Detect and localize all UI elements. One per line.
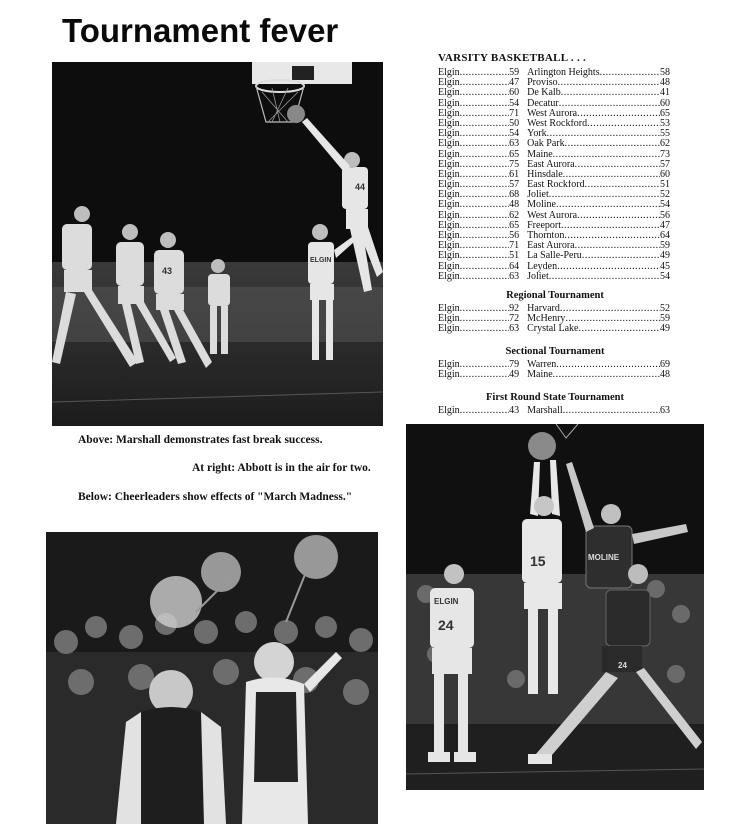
home-score: 92 xyxy=(509,304,520,314)
leader-dots xyxy=(577,211,660,221)
opponent-team: McHenry xyxy=(527,314,566,325)
home-team: Elgin xyxy=(438,271,460,282)
opponent-team: East Aurora xyxy=(527,241,575,252)
result-row xyxy=(438,241,670,251)
opponent-team: Harvard xyxy=(527,304,560,314)
opponent-team: Warren xyxy=(527,360,557,370)
leader-dots xyxy=(460,304,509,314)
leader-dots xyxy=(559,99,660,109)
opponent-score: 63 xyxy=(660,406,670,416)
photo-cheerleaders-illustration xyxy=(46,532,378,824)
opponent-score: 73 xyxy=(660,149,670,160)
leader-dots xyxy=(460,180,509,190)
photo-fast-break-illustration xyxy=(52,62,383,426)
state-heading: First Round State Tournament xyxy=(486,392,624,403)
opponent-team: Moline xyxy=(527,200,556,211)
leader-dots xyxy=(564,231,660,241)
home-score: 71 xyxy=(509,108,520,119)
leader-dots xyxy=(556,360,660,370)
home-team: Elgin xyxy=(438,231,460,241)
leader-dots xyxy=(561,88,660,98)
photo-cheerleaders xyxy=(46,532,378,824)
leader-dots xyxy=(460,78,509,88)
leader-dots xyxy=(577,109,660,119)
opponent-team: Oak Park xyxy=(527,139,565,150)
sectional-results xyxy=(438,360,670,380)
leader-dots xyxy=(460,221,509,231)
leader-dots xyxy=(460,211,509,221)
opponent-team: Joliet xyxy=(527,190,549,201)
opponent-score: 54 xyxy=(660,271,670,282)
home-team: Elgin xyxy=(438,159,460,170)
jersey-number: 43 xyxy=(162,266,173,276)
home-score: 63 xyxy=(509,324,520,335)
leader-dots xyxy=(460,170,509,180)
home-team: Elgin xyxy=(438,261,460,272)
result-row xyxy=(438,324,670,334)
leader-dots xyxy=(549,190,660,200)
opponent-score: 58 xyxy=(660,68,670,78)
leader-dots xyxy=(547,129,660,139)
home-team: Elgin xyxy=(438,324,460,335)
leader-dots xyxy=(460,272,509,282)
leader-dots xyxy=(553,150,660,160)
leader-dots xyxy=(460,150,509,160)
opponent-score: 65 xyxy=(660,108,670,119)
leader-dots xyxy=(460,406,509,416)
result-row xyxy=(438,406,670,416)
leader-dots xyxy=(460,88,509,98)
opponent-score: 57 xyxy=(660,159,670,170)
home-team: Elgin xyxy=(438,88,460,99)
opponent-team: Maine xyxy=(527,149,553,160)
opponent-score: 49 xyxy=(660,251,670,262)
leader-dots xyxy=(575,160,660,170)
opponent-team: York xyxy=(527,129,547,140)
state-results xyxy=(438,406,670,416)
result-row xyxy=(438,139,670,149)
opponent-score: 53 xyxy=(660,118,670,129)
leader-dots xyxy=(460,68,509,78)
home-team: Elgin xyxy=(438,251,460,262)
home-team: Elgin xyxy=(438,139,460,150)
opponent-team: Hinsdale xyxy=(527,169,563,180)
leader-dots xyxy=(585,180,660,190)
jersey-number: 15 xyxy=(530,553,546,569)
leader-dots xyxy=(565,139,660,149)
result-row xyxy=(438,150,670,160)
home-score: 63 xyxy=(509,139,520,150)
home-team: Elgin xyxy=(438,304,460,314)
leader-dots xyxy=(587,119,660,129)
home-score: 63 xyxy=(509,271,520,282)
caption-above: Above: Marshall demonstrates fast break success. xyxy=(78,434,323,446)
home-team: Elgin xyxy=(438,98,460,109)
opponent-team: La Salle-Peru xyxy=(527,251,582,262)
home-score: 72 xyxy=(509,314,520,325)
opponent-team: Joliet xyxy=(527,271,549,282)
opponent-team: Thornton xyxy=(527,231,565,241)
home-team: Elgin xyxy=(438,149,460,160)
result-row xyxy=(438,251,670,261)
home-score: 54 xyxy=(509,129,520,140)
home-score: 47 xyxy=(509,78,520,89)
result-row xyxy=(438,99,670,109)
opponent-score: 51 xyxy=(660,180,670,191)
leader-dots xyxy=(460,129,509,139)
opponent-team: Leyden xyxy=(527,261,558,272)
regional-heading: Regional Tournament xyxy=(506,290,604,301)
photo-abbott-shot xyxy=(406,424,704,790)
home-score: 54 xyxy=(509,98,520,109)
result-row xyxy=(438,170,670,180)
result-row xyxy=(438,88,670,98)
home-score: 56 xyxy=(509,231,520,241)
leader-dots xyxy=(578,324,660,334)
opponent-team: Crystal Lake xyxy=(527,324,579,335)
leader-dots xyxy=(460,109,509,119)
leader-dots xyxy=(460,370,509,380)
regional-results xyxy=(438,304,670,335)
opponent-score: 55 xyxy=(660,129,670,140)
opponent-score: 64 xyxy=(660,231,670,241)
home-team: Elgin xyxy=(438,406,460,416)
home-team: Elgin xyxy=(438,370,460,381)
result-row xyxy=(438,109,670,119)
opponent-score: 41 xyxy=(660,88,670,99)
leader-dots xyxy=(565,314,660,324)
leader-dots xyxy=(460,314,509,324)
home-score: 59 xyxy=(509,68,520,78)
sectional-heading: Sectional Tournament xyxy=(505,346,605,357)
home-score: 65 xyxy=(509,220,520,231)
leader-dots xyxy=(563,170,660,180)
home-team: Elgin xyxy=(438,210,460,221)
home-team: Elgin xyxy=(438,108,460,119)
opponent-score: 52 xyxy=(660,304,670,314)
leader-dots xyxy=(460,99,509,109)
result-row xyxy=(438,200,670,210)
result-row xyxy=(438,211,670,221)
photo-abbott-shot-illustration xyxy=(406,424,704,790)
jersey-number: 24 xyxy=(618,661,627,670)
opponent-score: 62 xyxy=(660,139,670,150)
varsity-heading: VARSITY BASKETBALL . . . xyxy=(438,52,587,64)
result-row xyxy=(438,360,670,370)
home-score: 64 xyxy=(509,261,520,272)
home-score: 79 xyxy=(509,360,520,370)
caption-right: At right: Abbott is in the air for two. xyxy=(192,462,371,474)
home-score: 49 xyxy=(509,370,520,381)
result-row xyxy=(438,272,670,282)
leader-dots xyxy=(460,139,509,149)
jersey-number: 24 xyxy=(438,617,454,633)
home-score: 71 xyxy=(509,241,520,252)
home-score: 50 xyxy=(509,118,520,129)
leader-dots xyxy=(460,200,509,210)
home-score: 48 xyxy=(509,200,520,211)
opponent-team: East Rockford xyxy=(527,180,585,191)
home-score: 68 xyxy=(509,190,520,201)
home-score: 60 xyxy=(509,88,520,99)
result-row xyxy=(438,68,670,78)
result-row xyxy=(438,119,670,129)
result-row xyxy=(438,304,670,314)
leader-dots xyxy=(553,370,660,380)
opponent-team: Arlington Heights xyxy=(527,68,600,78)
result-row xyxy=(438,129,670,139)
home-team: Elgin xyxy=(438,360,460,370)
leader-dots xyxy=(460,360,509,370)
opponent-team: De Kalb xyxy=(527,88,561,99)
result-row xyxy=(438,78,670,88)
result-row xyxy=(438,370,670,380)
home-team: Elgin xyxy=(438,200,460,211)
home-score: 43 xyxy=(509,406,520,416)
opponent-team: East Aurora xyxy=(527,159,575,170)
opponent-team: West Aurora xyxy=(527,210,578,221)
home-score: 61 xyxy=(509,169,520,180)
caption-below: Below: Cheerleaders show effects of "March Madness." xyxy=(78,491,353,503)
home-score: 57 xyxy=(509,180,520,191)
leader-dots xyxy=(561,221,660,231)
leader-dots xyxy=(460,324,509,334)
home-team: Elgin xyxy=(438,220,460,231)
opponent-score: 52 xyxy=(660,190,670,201)
jersey-text: ELGIN xyxy=(434,597,459,606)
varsity-results xyxy=(438,68,670,282)
opponent-score: 48 xyxy=(660,370,670,381)
opponent-team: West Aurora xyxy=(527,108,578,119)
result-row xyxy=(438,160,670,170)
page-title: Tournament fever xyxy=(62,12,339,49)
opponent-team: Freeport xyxy=(527,220,561,231)
opponent-score: 45 xyxy=(660,261,670,272)
opponent-score: 59 xyxy=(660,314,670,325)
leader-dots xyxy=(460,241,509,251)
leader-dots xyxy=(460,251,509,261)
leader-dots xyxy=(460,119,509,129)
home-team: Elgin xyxy=(438,180,460,191)
jersey-text: ELGIN xyxy=(310,257,332,264)
home-team: Elgin xyxy=(438,129,460,140)
opponent-team: Maine xyxy=(527,370,553,381)
leader-dots xyxy=(549,272,660,282)
home-score: 75 xyxy=(509,159,520,170)
opponent-score: 59 xyxy=(660,241,670,252)
opponent-team: West Rockford xyxy=(527,118,588,129)
opponent-score: 69 xyxy=(660,360,670,370)
home-team: Elgin xyxy=(438,118,460,129)
opponent-score: 54 xyxy=(660,200,670,211)
home-team: Elgin xyxy=(438,169,460,180)
opponent-score: 60 xyxy=(660,98,670,109)
result-row xyxy=(438,231,670,241)
opponent-score: 56 xyxy=(660,210,670,221)
home-team: Elgin xyxy=(438,190,460,201)
jersey-number: 44 xyxy=(355,182,366,192)
home-team: Elgin xyxy=(438,241,460,252)
jersey-text: MOLINE xyxy=(588,553,620,562)
leader-dots xyxy=(575,241,660,251)
home-score: 65 xyxy=(509,149,520,160)
leader-dots xyxy=(582,251,660,261)
opponent-score: 60 xyxy=(660,169,670,180)
result-row xyxy=(438,262,670,272)
leader-dots xyxy=(600,68,660,78)
leader-dots xyxy=(563,406,660,416)
home-team: Elgin xyxy=(438,78,460,89)
home-team: Elgin xyxy=(438,68,460,78)
opponent-score: 48 xyxy=(660,78,670,89)
leader-dots xyxy=(557,262,660,272)
opponent-score: 47 xyxy=(660,220,670,231)
leader-dots xyxy=(460,190,509,200)
photo-fast-break xyxy=(52,62,383,426)
leader-dots xyxy=(460,231,509,241)
result-row xyxy=(438,314,670,324)
result-row xyxy=(438,190,670,200)
opponent-team: Proviso xyxy=(527,78,558,89)
opponent-team: Decatur xyxy=(527,98,559,109)
leader-dots xyxy=(556,200,660,210)
result-row xyxy=(438,180,670,190)
leader-dots xyxy=(558,78,660,88)
opponent-team: Marshall xyxy=(527,406,563,416)
leader-dots xyxy=(460,262,509,272)
leader-dots xyxy=(560,304,660,314)
home-score: 62 xyxy=(509,210,520,221)
opponent-score: 49 xyxy=(660,324,670,335)
home-team: Elgin xyxy=(438,314,460,325)
result-row xyxy=(438,221,670,231)
leader-dots xyxy=(460,160,509,170)
home-score: 51 xyxy=(509,251,520,262)
